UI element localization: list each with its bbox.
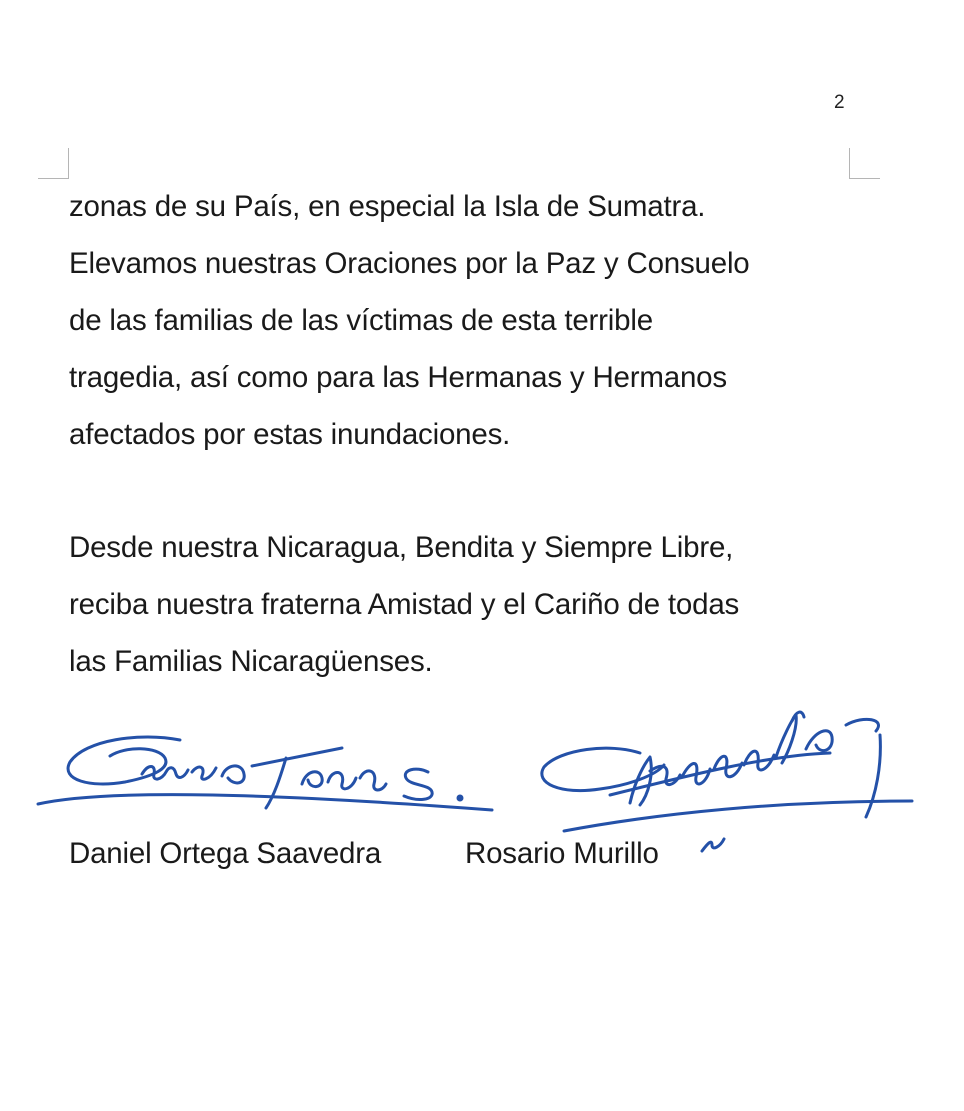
page-number: 2: [834, 92, 845, 113]
text-line: Desde nuestra Nicaragua, Bendita y Siempre Libre,: [69, 531, 734, 564]
text-line: las Familias Nicaragüenses.: [69, 645, 433, 678]
signer-name-ortega: Daniel Ortega Saavedra: [69, 837, 382, 870]
text-line: Elevamos nuestras Oraciones por la Paz y Consuelo: [69, 247, 750, 280]
signer-name-murillo: Rosario Murillo: [465, 837, 659, 870]
crop-mark-top-left: [38, 148, 69, 179]
text-line: reciba nuestra fraterna Amistad y el Cariño de todas: [69, 588, 740, 621]
text-line: de las familias de las víctimas de esta terrible: [69, 304, 653, 337]
text-line: afectados por estas inundaciones.: [69, 418, 511, 451]
letter-paragraph-1: [69, 178, 889, 463]
crop-mark-top-right: [849, 148, 880, 179]
text-line: zonas de su País, en especial la Isla de Sumatra.: [69, 190, 706, 223]
signature-ortega: [30, 730, 500, 820]
letter-paragraph-2: [69, 519, 889, 690]
text-line: tragedia, así como para las Hermanas y Hermanos: [69, 361, 727, 394]
